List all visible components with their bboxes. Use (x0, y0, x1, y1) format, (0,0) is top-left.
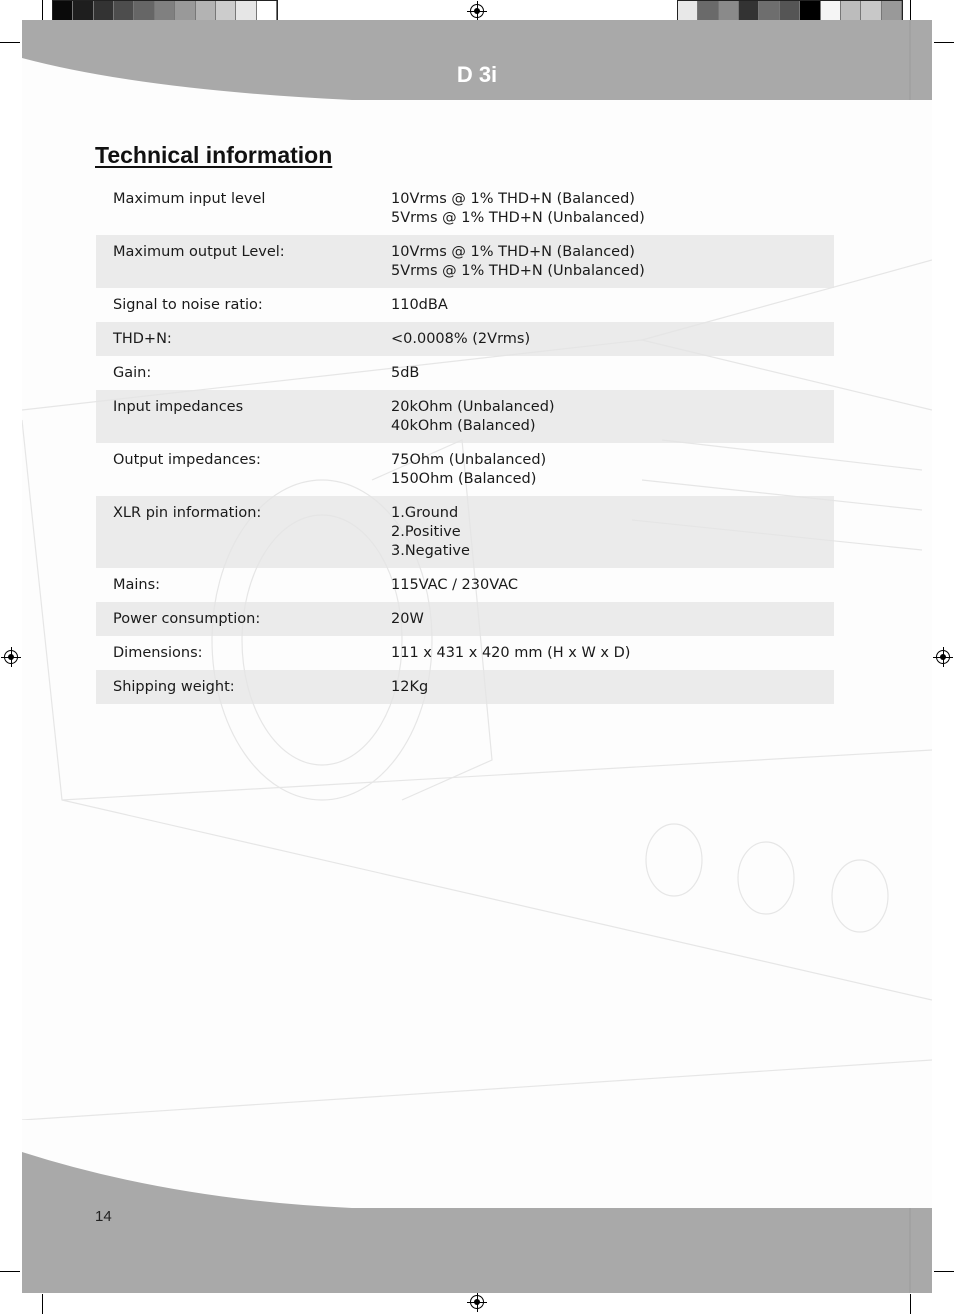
registration-mark-icon (470, 4, 484, 18)
spec-value: 12Kg (391, 679, 429, 695)
spec-row (96, 356, 834, 390)
crop-mark (0, 1271, 20, 1272)
spec-value: 20W (391, 611, 424, 627)
spec-value: 10Vrms @ 1% THD+N (Balanced) 5Vrms @ 1% THD+N (Unbalanced) (391, 191, 645, 226)
spec-label: Maximum output Level: (113, 244, 285, 260)
spec-row (96, 235, 834, 288)
spec-label: Dimensions: (113, 645, 203, 661)
spec-row (96, 602, 834, 636)
spec-row (96, 182, 834, 235)
registration-mark-icon (4, 650, 18, 664)
spec-row (96, 443, 834, 496)
crop-mark (910, 1294, 911, 1314)
registration-mark-icon (936, 650, 950, 664)
spec-label: THD+N: (113, 331, 172, 347)
spec-value: 10Vrms @ 1% THD+N (Balanced) 5Vrms @ 1% THD+N (Unbalanced) (391, 244, 645, 279)
spec-value: 75Ohm (Unbalanced) 150Ohm (Balanced) (391, 452, 547, 487)
section-title: Technical information (95, 142, 333, 168)
spec-row (96, 636, 834, 670)
spec-label: Mains: (113, 577, 161, 593)
footer-band (22, 1150, 932, 1293)
crop-mark (42, 1294, 43, 1314)
spec-label: Maximum input level (113, 191, 266, 207)
spec-label: Output impedances: (113, 452, 261, 468)
spec-label: Input impedances (113, 399, 244, 415)
crop-mark (0, 42, 20, 43)
spec-value: 1.Ground 2.Positive 3.Negative (391, 505, 470, 559)
spec-value: 20kOhm (Unbalanced) 40kOhm (Balanced) (391, 399, 555, 434)
spec-label: Shipping weight: (113, 679, 235, 695)
calibration-bar-right (677, 0, 903, 21)
spec-label: XLR pin information: (113, 505, 262, 521)
crop-mark (934, 1271, 954, 1272)
model-name: D 3i (456, 62, 498, 87)
spec-label: Signal to noise ratio: (113, 297, 263, 313)
spec-label: Gain: (113, 365, 152, 381)
registration-mark-icon (470, 1295, 484, 1309)
header-band (22, 20, 932, 100)
spec-value: 110dBA (391, 297, 448, 313)
spec-row (96, 670, 834, 704)
spec-row (96, 568, 834, 602)
spec-value: 5dB (391, 365, 420, 381)
spec-row (96, 496, 834, 568)
crop-mark (910, 0, 911, 20)
crop-mark (934, 42, 954, 43)
crop-mark (42, 0, 43, 20)
spec-table (96, 182, 834, 704)
spec-label: Power consumption: (113, 611, 261, 627)
calibration-bar-left (52, 0, 278, 21)
spec-value: 111 x 431 x 420 mm (H x W x D) (391, 645, 631, 661)
page-number: 14 (95, 1208, 112, 1225)
spec-row (96, 390, 834, 443)
spec-row (96, 288, 834, 322)
spec-value: <0.0008% (2Vrms) (391, 331, 531, 347)
spec-row (96, 322, 834, 356)
spec-value: 115VAC / 230VAC (391, 577, 519, 593)
